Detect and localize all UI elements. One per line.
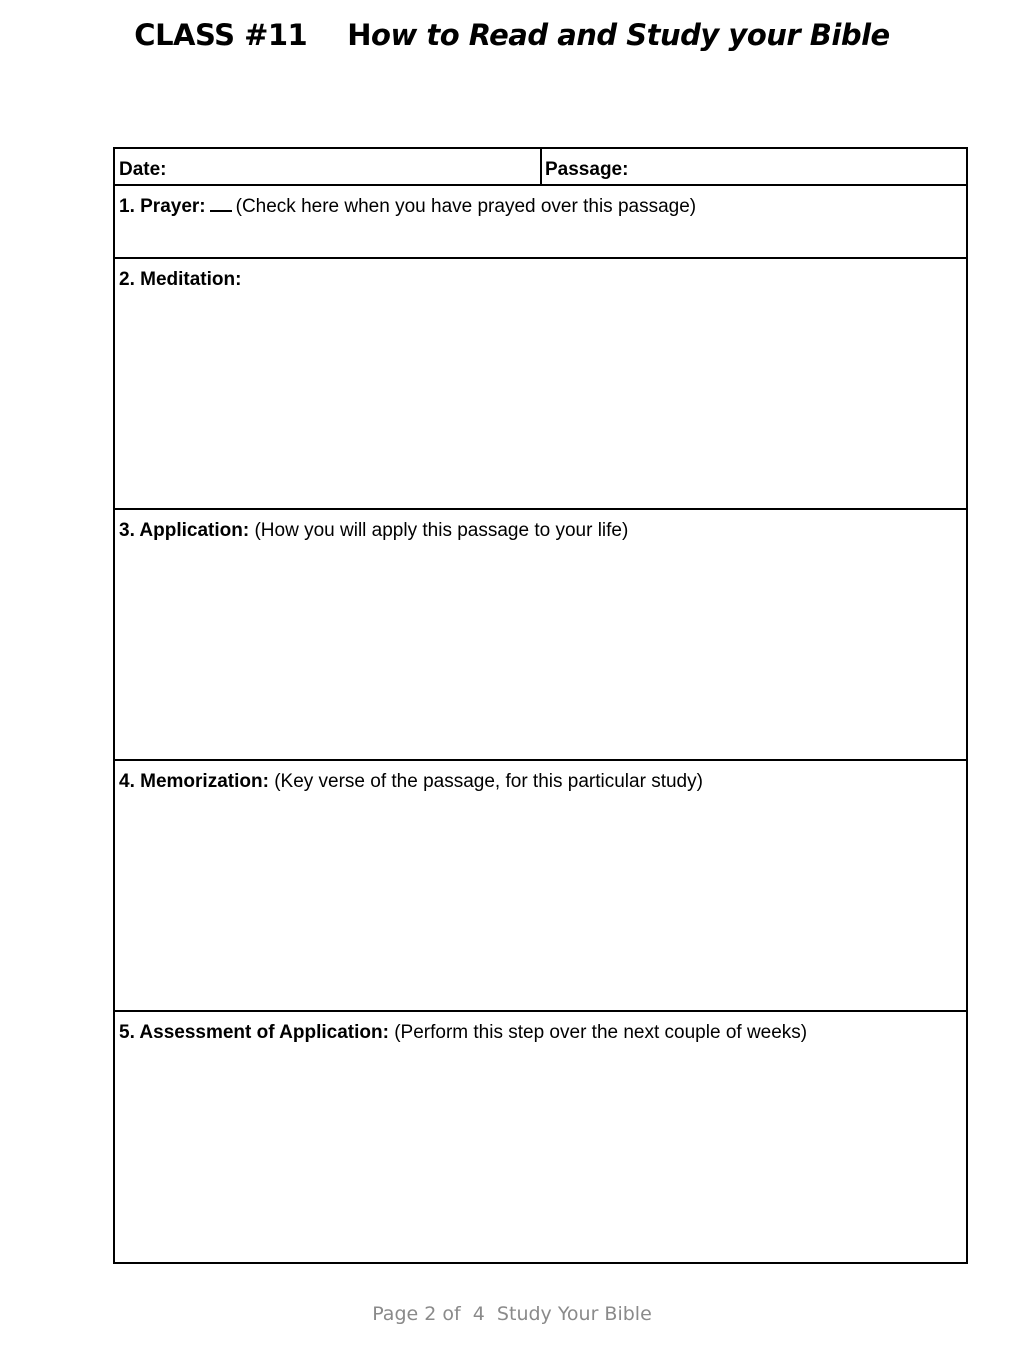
title-lead-letter: H: [347, 18, 372, 52]
assessment-note: (Perform this step over the next couple of weeks): [394, 1022, 808, 1043]
application-note: (How you will apply this passage to your life): [254, 520, 629, 541]
date-field[interactable]: [115, 149, 540, 186]
page-footer: Page 2 of 4 Study Your Bible: [372, 1303, 652, 1325]
assessment-label: 5. Assessment of Application:: [119, 1022, 389, 1043]
passage-field[interactable]: [542, 149, 966, 186]
assessment-section[interactable]: [115, 1012, 966, 1262]
prayer-section[interactable]: [115, 186, 966, 259]
prayer-checkbox-blank[interactable]: [210, 196, 232, 212]
application-section[interactable]: [115, 510, 966, 761]
memorization-note: (Key verse of the passage, for this particular study): [274, 771, 703, 792]
date-label: Date:: [119, 159, 167, 180]
header-row: [115, 149, 966, 186]
title-text: ow to Read and Study your Bible: [371, 18, 890, 52]
passage-label: Passage:: [545, 159, 629, 180]
prayer-note: (Check here when you have prayed over this passage): [235, 196, 697, 217]
study-worksheet: [113, 147, 968, 1264]
application-label: 3. Application:: [119, 520, 250, 541]
prayer-label: 1. Prayer:: [119, 196, 206, 217]
class-number: CLASS #11: [134, 18, 308, 52]
meditation-label: 2. Meditation:: [119, 269, 242, 290]
memorization-label: 4. Memorization:: [119, 771, 269, 792]
meditation-section[interactable]: [115, 259, 966, 510]
memorization-section[interactable]: [115, 761, 966, 1012]
page-title: [0, 18, 1024, 52]
